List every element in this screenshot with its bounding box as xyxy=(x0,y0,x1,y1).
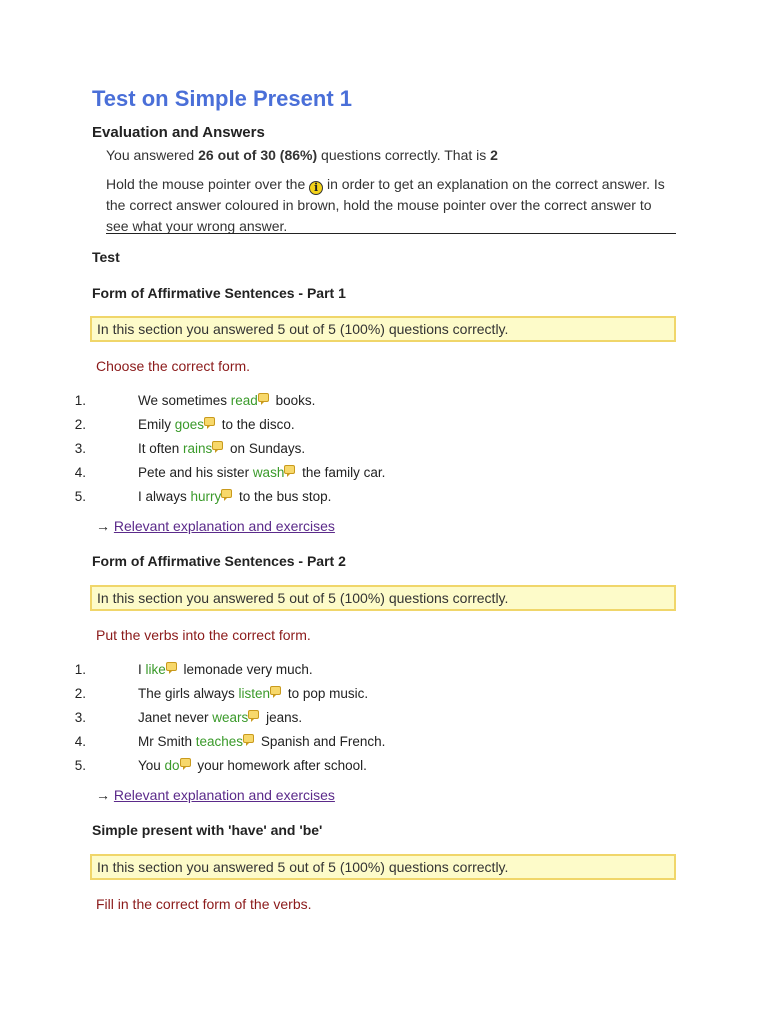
question-text xyxy=(138,662,313,677)
evaluation-heading: Evaluation and Answers xyxy=(92,124,265,141)
hint-after: in order to get an explanation on the correct answer. Is the correct answer coloured in brown, hold the mouse pointer over the correct answer to see what your wrong answer. xyxy=(106,176,665,234)
question-after: to the disco. xyxy=(218,417,295,432)
info-icon: i xyxy=(309,181,323,195)
question-before: I xyxy=(138,662,146,677)
comment-icon[interactable] xyxy=(258,393,269,402)
section-result: In this section you answered 5 out of 5 (100%) questions correctly. xyxy=(90,854,676,880)
question-before: Mr Smith xyxy=(138,734,196,749)
question-text xyxy=(138,393,315,408)
question-number: 4. xyxy=(74,465,86,480)
comment-icon[interactable] xyxy=(204,417,215,426)
section-title: Form of Affirmative Sentences - Part 2 xyxy=(92,553,346,569)
comment-icon[interactable] xyxy=(243,734,254,743)
section-instruction: Choose the correct form. xyxy=(96,358,251,374)
question-before: It often xyxy=(138,441,184,456)
correct-answer[interactable]: wash xyxy=(252,465,285,480)
section-result: In this section you answered 5 out of 5 (100%) questions correctly. xyxy=(90,316,676,342)
section-instruction: Put the verbs into the correct form. xyxy=(96,627,311,643)
divider xyxy=(106,233,676,234)
question-before: Emily xyxy=(138,417,175,432)
question-text xyxy=(138,758,367,773)
question-after: jeans. xyxy=(262,710,303,725)
arrow-icon: → xyxy=(96,787,114,803)
section-title: Simple present with 'have' and 'be' xyxy=(92,822,323,838)
question-number: 2. xyxy=(74,417,86,432)
question-after: lemonade very much. xyxy=(179,662,313,677)
question-before: Janet never xyxy=(138,710,213,725)
question-after: the family car. xyxy=(298,465,386,480)
question-after: to pop music. xyxy=(284,686,369,701)
question-before: The girls always xyxy=(138,686,239,701)
question-after: on Sundays. xyxy=(226,441,306,456)
comment-icon[interactable] xyxy=(284,465,295,474)
correct-answer[interactable]: teaches xyxy=(195,734,244,749)
section-instruction: Fill in the correct form of the verbs. xyxy=(96,896,312,912)
correct-answer[interactable]: wears xyxy=(212,710,249,725)
question-number: 5. xyxy=(74,489,86,504)
explanation-link[interactable]: Relevant explanation and exercises xyxy=(113,787,335,803)
page-title: Test on Simple Present 1 xyxy=(92,86,353,111)
comment-icon[interactable] xyxy=(180,758,191,767)
question-before: I always xyxy=(138,489,191,504)
question-text xyxy=(138,417,295,432)
question-number: 1. xyxy=(74,393,86,408)
question-after: your homework after school. xyxy=(193,758,367,773)
comment-icon[interactable] xyxy=(270,686,281,695)
test-heading: Test xyxy=(92,249,120,265)
comment-icon[interactable] xyxy=(248,710,259,719)
score-prefix: You answered xyxy=(106,147,199,163)
explanation-link-row xyxy=(96,518,335,534)
question-before: Pete and his sister xyxy=(138,465,253,480)
section-result: In this section you answered 5 out of 5 (100%) questions correctly. xyxy=(90,585,676,611)
score-middle: questions correctly. That is xyxy=(317,147,491,163)
question-after: Spanish and French. xyxy=(257,734,386,749)
question-text xyxy=(138,465,385,480)
score-value: 26 out of 30 (86%) xyxy=(198,147,318,163)
comment-icon[interactable] xyxy=(212,441,223,450)
hint-text xyxy=(106,174,674,236)
explanation-link[interactable]: Relevant explanation and exercises xyxy=(113,518,335,534)
score-summary xyxy=(106,145,498,166)
question-before: We sometimes xyxy=(138,393,231,408)
correct-answer[interactable]: like xyxy=(145,662,166,677)
question-number: 5. xyxy=(74,758,86,773)
question-text xyxy=(138,734,385,749)
comment-icon[interactable] xyxy=(166,662,177,671)
explanation-link-row xyxy=(96,787,335,803)
correct-answer[interactable]: rains xyxy=(183,441,213,456)
section-title: Form of Affirmative Sentences - Part 1 xyxy=(92,285,346,301)
question-number: 1. xyxy=(74,662,86,677)
comment-icon[interactable] xyxy=(221,489,232,498)
correct-answer[interactable]: read xyxy=(230,393,258,408)
question-before: You xyxy=(138,758,165,773)
arrow-icon: → xyxy=(96,518,114,534)
correct-answer[interactable]: hurry xyxy=(190,489,222,504)
question-number: 3. xyxy=(74,441,86,456)
question-text xyxy=(138,686,368,701)
question-number: 4. xyxy=(74,734,86,749)
question-after: to the bus stop. xyxy=(235,489,332,504)
correct-answer[interactable]: do xyxy=(164,758,180,773)
question-number: 2. xyxy=(74,686,86,701)
question-number: 3. xyxy=(74,710,86,725)
question-text xyxy=(138,710,302,725)
hint-before: Hold the mouse pointer over the xyxy=(106,176,310,192)
grade-value: 2 xyxy=(490,147,498,163)
correct-answer[interactable]: listen xyxy=(238,686,271,701)
question-text xyxy=(138,441,305,456)
question-text xyxy=(138,489,331,504)
question-after: books. xyxy=(271,393,316,408)
correct-answer[interactable]: goes xyxy=(174,417,205,432)
